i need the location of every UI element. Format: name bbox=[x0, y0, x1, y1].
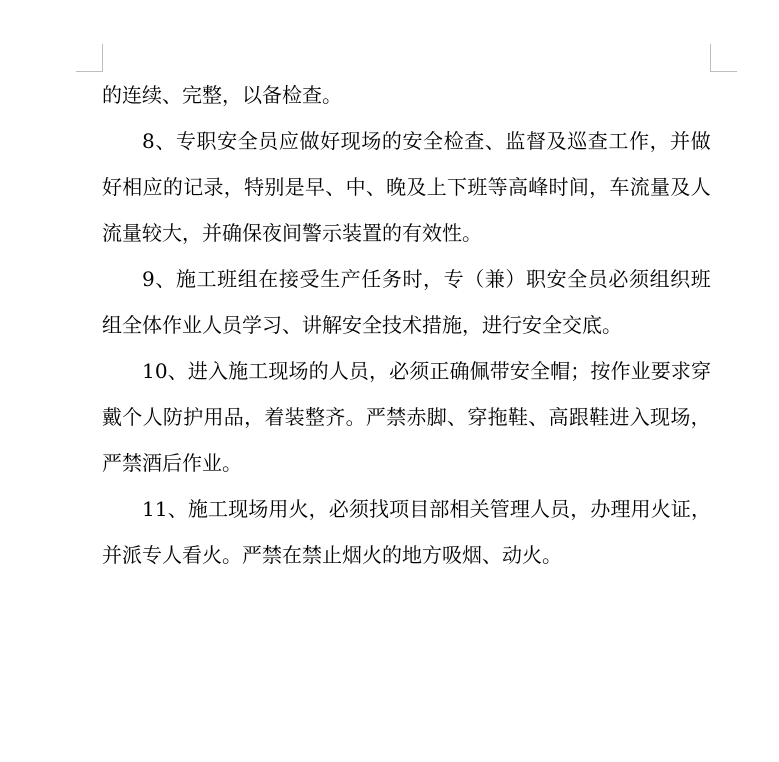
text-char: 、 bbox=[325, 175, 346, 199]
text-char: ， bbox=[649, 129, 670, 153]
text-char: 用 bbox=[630, 497, 651, 521]
text-line bbox=[102, 402, 711, 432]
text-char: 及 bbox=[670, 175, 691, 199]
text-char: 组 bbox=[237, 267, 258, 291]
text-char: 全 bbox=[567, 267, 588, 291]
text-line bbox=[142, 356, 711, 386]
text-char: 齐 bbox=[325, 405, 346, 429]
text-char: 场 bbox=[248, 497, 269, 521]
text-char: 防 bbox=[162, 405, 183, 429]
text-char: 、 bbox=[155, 267, 176, 291]
text-char: 查 bbox=[464, 129, 485, 153]
text-char: 全 bbox=[423, 129, 444, 153]
text-char: ， bbox=[423, 267, 444, 291]
text-char: 施 bbox=[175, 267, 196, 291]
text-char: 任 bbox=[361, 267, 382, 291]
text-char: 须 bbox=[628, 267, 649, 291]
text-char: 时 bbox=[402, 267, 423, 291]
text-char: 是 bbox=[284, 175, 305, 199]
text-char: 必 bbox=[328, 497, 349, 521]
text-char: 晚 bbox=[386, 175, 407, 199]
text-char: 全 bbox=[529, 359, 550, 383]
text-char: 职 bbox=[196, 129, 217, 153]
text-char: 间 bbox=[568, 175, 589, 199]
text-char: 跟 bbox=[568, 405, 589, 429]
text-char: 时 bbox=[548, 175, 569, 199]
text-char: ） bbox=[505, 267, 526, 291]
text-char: 0 bbox=[154, 359, 168, 383]
text-char: 、 bbox=[167, 359, 188, 383]
text-char: 业 bbox=[630, 359, 651, 383]
text-char: 、 bbox=[447, 405, 468, 429]
text-char: 、 bbox=[484, 129, 505, 153]
text-char: 检 bbox=[443, 129, 464, 153]
text-char: 应 bbox=[142, 175, 163, 199]
text-char: 场 bbox=[288, 359, 309, 383]
text-char: 护 bbox=[183, 405, 204, 429]
text-char: 关 bbox=[469, 497, 490, 521]
text-char: 生 bbox=[320, 267, 341, 291]
text-char: 应 bbox=[278, 129, 299, 153]
text-char: 班 bbox=[690, 267, 711, 291]
text-char: 确 bbox=[449, 359, 470, 383]
text-char: 人 bbox=[690, 175, 711, 199]
text-char: 着 bbox=[264, 405, 285, 429]
text-char: 工 bbox=[207, 497, 228, 521]
text-char: 须 bbox=[409, 359, 430, 383]
text-line bbox=[142, 126, 711, 156]
text-char: 下 bbox=[447, 175, 468, 199]
text-char: 受 bbox=[299, 267, 320, 291]
text-char: 及 bbox=[546, 129, 567, 153]
text-char: 工 bbox=[608, 129, 629, 153]
text-line bbox=[142, 494, 711, 524]
text-char: 找 bbox=[368, 497, 389, 521]
text-char: 的 bbox=[162, 175, 183, 199]
text-char: 必 bbox=[389, 359, 410, 383]
text-char: 录 bbox=[203, 175, 224, 199]
text-char: 好 bbox=[102, 175, 122, 199]
text-char: 现 bbox=[340, 129, 361, 153]
text-char: 用 bbox=[268, 497, 289, 521]
text-char: 办 bbox=[590, 497, 611, 521]
text-char: 9 bbox=[142, 267, 155, 291]
text-char: 戴 bbox=[102, 405, 122, 429]
text-char: 作 bbox=[610, 359, 631, 383]
text-char: 鞋 bbox=[589, 405, 610, 429]
text-char: 目 bbox=[409, 497, 430, 521]
text-char: 按 bbox=[590, 359, 611, 383]
text-char: 穿 bbox=[467, 405, 488, 429]
text-char: 在 bbox=[258, 267, 279, 291]
text-char: 、 bbox=[155, 129, 176, 153]
text-char: 产 bbox=[340, 267, 361, 291]
text-char: 场 bbox=[670, 405, 691, 429]
text-char: 脚 bbox=[426, 405, 447, 429]
text-char: 安 bbox=[546, 267, 567, 291]
text-char: 人 bbox=[142, 405, 163, 429]
text-char: 现 bbox=[268, 359, 289, 383]
text-char: 穿 bbox=[690, 359, 711, 383]
text-char: 员 bbox=[587, 267, 608, 291]
text-char: ， bbox=[223, 175, 244, 199]
text-char: 兼 bbox=[484, 267, 505, 291]
text-char: 专 bbox=[175, 129, 196, 153]
text-char: 督 bbox=[526, 129, 547, 153]
text-char: 作 bbox=[628, 129, 649, 153]
text-char: 人 bbox=[328, 359, 349, 383]
text-char: 品 bbox=[223, 405, 244, 429]
text-char: 相 bbox=[122, 175, 143, 199]
text-char: 人 bbox=[529, 497, 550, 521]
text-char: 上 bbox=[426, 175, 447, 199]
text-char: 巡 bbox=[567, 129, 588, 153]
text-line: 的连续、完整，以备检查。 bbox=[102, 83, 342, 107]
text-char: 现 bbox=[650, 405, 671, 429]
text-char: 做 bbox=[690, 129, 711, 153]
text-char: 必 bbox=[608, 267, 629, 291]
text-char: 理 bbox=[509, 497, 530, 521]
text-char: 赤 bbox=[406, 405, 427, 429]
text-char: 查 bbox=[587, 129, 608, 153]
text-char: 、 bbox=[365, 175, 386, 199]
text-char: 火 bbox=[288, 497, 309, 521]
text-char: 管 bbox=[489, 497, 510, 521]
text-char: 员 bbox=[258, 129, 279, 153]
text-char: 入 bbox=[207, 359, 228, 383]
text-char: 、 bbox=[167, 497, 188, 521]
text-char: 1 bbox=[142, 497, 155, 521]
text-char: 专 bbox=[443, 267, 464, 291]
text-char: 入 bbox=[629, 405, 650, 429]
text-char: 工 bbox=[196, 267, 217, 291]
text-char: 峰 bbox=[528, 175, 549, 199]
text-char: 求 bbox=[670, 359, 691, 383]
text-char: 的 bbox=[308, 359, 329, 383]
text-char: 理 bbox=[610, 497, 631, 521]
text-char: 等 bbox=[487, 175, 508, 199]
text-char: 须 bbox=[348, 497, 369, 521]
text-char: 高 bbox=[507, 175, 528, 199]
text-line: 并派专人看火。严禁在禁止烟火的地方吸烟、动火。 bbox=[102, 543, 562, 567]
text-char: 1 bbox=[142, 359, 155, 383]
text-char: ， bbox=[589, 175, 610, 199]
text-char: （ bbox=[464, 267, 485, 291]
text-char: 车 bbox=[609, 175, 630, 199]
text-char: 帽 bbox=[550, 359, 571, 383]
text-line: 组全体作业人员学习、讲解安全技术措施，进行安全交底。 bbox=[102, 313, 622, 337]
text-char: 务 bbox=[381, 267, 402, 291]
text-char: 中 bbox=[345, 175, 366, 199]
text-char: 佩 bbox=[469, 359, 490, 383]
text-char: 工 bbox=[248, 359, 269, 383]
text-char: ， bbox=[244, 405, 265, 429]
text-char: 并 bbox=[670, 129, 691, 153]
text-char: 火 bbox=[650, 497, 671, 521]
text-char: 高 bbox=[548, 405, 569, 429]
text-char: 正 bbox=[429, 359, 450, 383]
text-char: 拖 bbox=[487, 405, 508, 429]
text-char: 早 bbox=[304, 175, 325, 199]
text-char: 接 bbox=[278, 267, 299, 291]
text-char: 1 bbox=[154, 497, 168, 521]
text-char: 场 bbox=[361, 129, 382, 153]
text-char: 安 bbox=[402, 129, 423, 153]
text-char: 个 bbox=[122, 405, 143, 429]
text-char: ， bbox=[690, 497, 711, 521]
text-char: 进 bbox=[187, 359, 208, 383]
text-char: 要 bbox=[650, 359, 671, 383]
text-char: 整 bbox=[304, 405, 325, 429]
text-char: 及 bbox=[406, 175, 427, 199]
text-char: 员 bbox=[550, 497, 571, 521]
text-char: 组 bbox=[649, 267, 670, 291]
text-char: 安 bbox=[217, 129, 238, 153]
text-char: 禁 bbox=[386, 405, 407, 429]
text-char: 全 bbox=[237, 129, 258, 153]
text-line bbox=[102, 172, 711, 202]
text-char: 别 bbox=[264, 175, 285, 199]
text-char: 做 bbox=[299, 129, 320, 153]
top-right-margin-mark bbox=[710, 44, 737, 72]
text-char: 职 bbox=[526, 267, 547, 291]
text-line: 流量较大，并确保夜间警示装置的有效性。 bbox=[102, 221, 482, 245]
text-char: 记 bbox=[183, 175, 204, 199]
text-line bbox=[142, 264, 711, 294]
text-char: 、 bbox=[528, 405, 549, 429]
text-char: 监 bbox=[505, 129, 526, 153]
text-char: 用 bbox=[203, 405, 224, 429]
text-char: 8 bbox=[142, 129, 155, 153]
text-char: 部 bbox=[429, 497, 450, 521]
text-char: 严 bbox=[365, 405, 386, 429]
text-char: 。 bbox=[345, 405, 366, 429]
text-char: 班 bbox=[217, 267, 238, 291]
text-char: 证 bbox=[670, 497, 691, 521]
text-char: 员 bbox=[348, 359, 369, 383]
text-line: 严禁酒后作业。 bbox=[102, 451, 242, 475]
text-char: 现 bbox=[228, 497, 249, 521]
text-char: 班 bbox=[467, 175, 488, 199]
text-char: 进 bbox=[609, 405, 630, 429]
text-char: ， bbox=[570, 497, 591, 521]
text-char: 安 bbox=[509, 359, 530, 383]
text-char: ； bbox=[570, 359, 591, 383]
top-left-margin-mark bbox=[76, 44, 103, 72]
text-char: 带 bbox=[489, 359, 510, 383]
text-char: ， bbox=[690, 405, 711, 429]
text-char: 施 bbox=[187, 497, 208, 521]
text-char: 的 bbox=[381, 129, 402, 153]
text-char: ， bbox=[368, 359, 389, 383]
text-char: 鞋 bbox=[507, 405, 528, 429]
text-char: 项 bbox=[389, 497, 410, 521]
text-char: 特 bbox=[244, 175, 265, 199]
text-char: 相 bbox=[449, 497, 470, 521]
text-char: 织 bbox=[670, 267, 691, 291]
text-char: 好 bbox=[320, 129, 341, 153]
text-char: 装 bbox=[284, 405, 305, 429]
text-char: 施 bbox=[228, 359, 249, 383]
text-char: 流 bbox=[629, 175, 650, 199]
text-char: 量 bbox=[650, 175, 671, 199]
text-char: ， bbox=[308, 497, 329, 521]
